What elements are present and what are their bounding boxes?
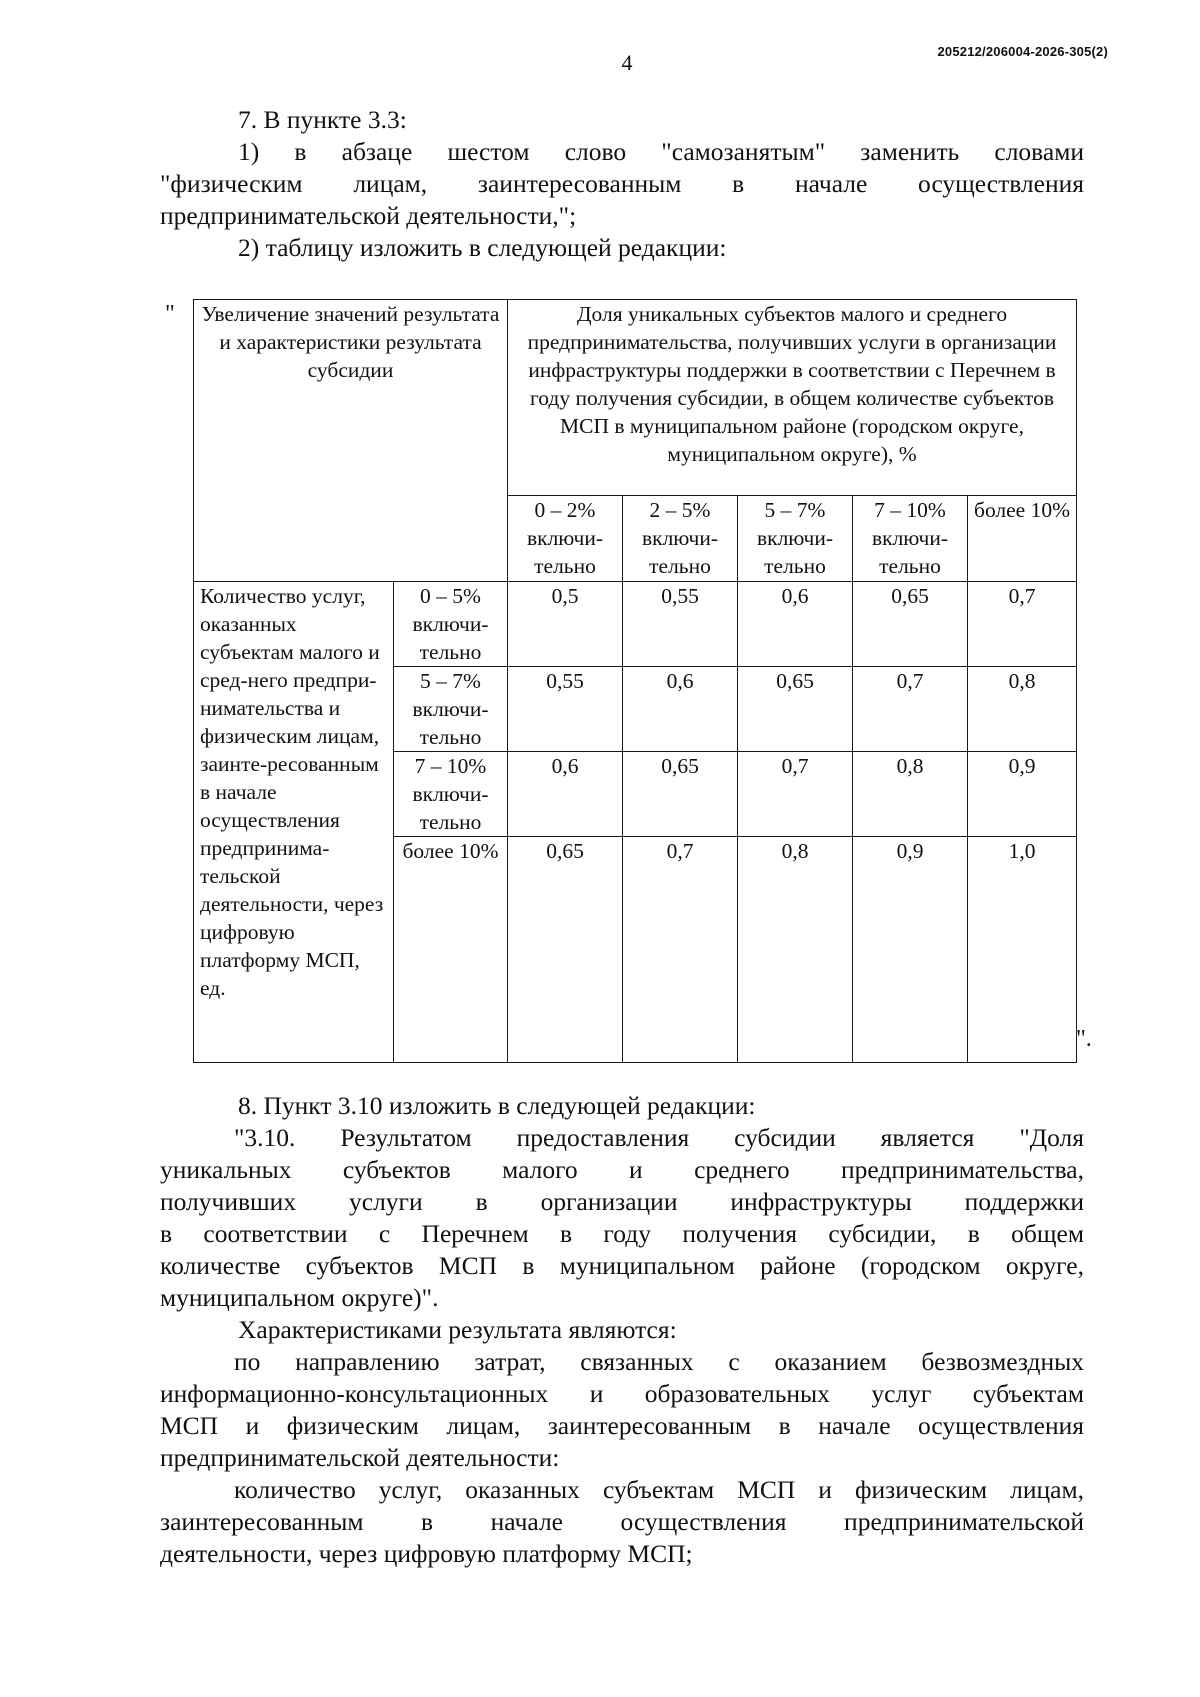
- row-range-label: более 10%: [394, 837, 508, 1063]
- column-header: 2 – 5% включи-тельно: [623, 496, 738, 582]
- table-close-quote: ".: [1076, 1026, 1092, 1052]
- section-7-item-1-line-2: "физическим лицам, заинтересованным в начале осуществления: [160, 169, 1084, 198]
- section-8-quote-line-5: количестве субъектов МСП в муниципальном районе (городском округе,: [160, 1251, 1084, 1280]
- section-7-heading: 7. В пункте 3.3:: [238, 105, 407, 134]
- table-open-quote: ": [165, 301, 175, 327]
- section-7: [160, 104, 1084, 264]
- section-8-heading: 8. Пункт 3.10 изложить в следующей редакции:: [238, 1091, 756, 1120]
- table-cell: 0,6: [738, 582, 853, 667]
- table-cell: 0,8: [738, 837, 853, 1063]
- section-8-quote-line-6: муниципальном округе)".: [160, 1283, 439, 1312]
- section-8-direction-line-3: МСП и физическим лицам, заинтересованным в начале осуществления: [160, 1411, 1084, 1440]
- section-7-item-2: 2) таблицу изложить в следующей редакции:: [238, 233, 727, 262]
- section-8-quote-line-3: получивших услуги в организации инфраструктуры поддержки: [160, 1187, 1084, 1216]
- table-cell: 0,9: [968, 752, 1077, 837]
- section-8-count-line-3: деятельности, через цифровую платформу МСП;: [160, 1539, 693, 1568]
- section-7-item-1-line-3: предпринимательской деятельности,";: [160, 201, 577, 230]
- table-cell: 0,7: [623, 837, 738, 1063]
- section-7-item-1-line-1: 1) в абзаце шестом слово "самозанятым" заменить словами: [238, 137, 1084, 166]
- column-header: 5 – 7% включи-тельно: [738, 496, 853, 582]
- section-8-count-line-1: количество услуг, оказанных субъектам МСП и физическим лицам,: [234, 1475, 1084, 1504]
- table-cell: 0,5: [508, 582, 623, 667]
- section-8-characteristics: Характеристиками результата являются:: [238, 1315, 677, 1344]
- table-cell: 0,65: [738, 667, 853, 752]
- table-row: [194, 582, 1077, 667]
- section-8-quote-line-1: "3.10. Результатом предоставления субсидии является "Доля: [234, 1123, 1084, 1152]
- table-top-header: Доля уникальных субъектов малого и среднего предпринимательства, получивших услуги в организации инфраструктуры поддержки в соответствии с Перечнем в году получения субсидии, в общем количестве субъектов МСП в муниципальном районе (городском округе, муниципальном округе), %: [508, 300, 1077, 496]
- column-header: более 10%: [968, 496, 1077, 582]
- table-cell: 0,55: [508, 667, 623, 752]
- table-cell: 0,7: [968, 582, 1077, 667]
- section-8-quote-line-2: уникальных субъектов малого и среднего предпринимательства,: [160, 1155, 1084, 1184]
- table-cell: 0,55: [623, 582, 738, 667]
- section-8-count-line-2: заинтересованным в начале осуществления предпринимательской: [160, 1507, 1084, 1536]
- section-8-direction-line-2: информационно-консультационных и образовательных услуг субъектам: [160, 1379, 1084, 1408]
- section-8-quote-line-4: в соответствии с Перечнем в году получения субсидии, в общем: [160, 1219, 1084, 1248]
- table-cell: 0,6: [508, 752, 623, 837]
- column-header: 7 – 10% включи-тельно: [853, 496, 968, 582]
- table-cell: 1,0: [968, 837, 1077, 1063]
- page-number: 4: [621, 50, 633, 75]
- subsidy-coefficient-table: [193, 299, 1077, 1063]
- row-range-label: 5 – 7% включи-тельно: [394, 667, 508, 752]
- table-cell: 0,65: [623, 752, 738, 837]
- table-cell: 0,8: [968, 667, 1077, 752]
- table-cell: 0,9: [853, 837, 968, 1063]
- table-cell: 0,8: [853, 752, 968, 837]
- table-cell: 0,65: [508, 837, 623, 1063]
- row-range-label: 0 – 5% включи-тельно: [394, 582, 508, 667]
- section-8-direction-line-1: по направлению затрат, связанных с оказанием безвозмездных: [234, 1347, 1084, 1376]
- table-cell: 0,6: [623, 667, 738, 752]
- section-8: [160, 1090, 1084, 1570]
- table-cell: 0,7: [853, 667, 968, 752]
- document-code: 205212/206004-2026-305(2): [937, 44, 1108, 59]
- table-corner-header: Увеличение значений результата и характеристики результата субсидии: [194, 300, 508, 582]
- column-header: 0 – 2% включи-тельно: [508, 496, 623, 582]
- table-cell: 0,7: [738, 752, 853, 837]
- section-8-direction-line-4: предпринимательской деятельности:: [160, 1443, 560, 1472]
- table-cell: 0,65: [853, 582, 968, 667]
- row-range-label: 7 – 10% включи-тельно: [394, 752, 508, 837]
- row-header: Количество услуг, оказанных субъектам малого и сред-него предпри-нимательства и физическим лицам, заинте-ресованным в начале осуществления предпринима-тельской деятельности, через цифровую платформу МСП, ед.: [194, 582, 394, 1063]
